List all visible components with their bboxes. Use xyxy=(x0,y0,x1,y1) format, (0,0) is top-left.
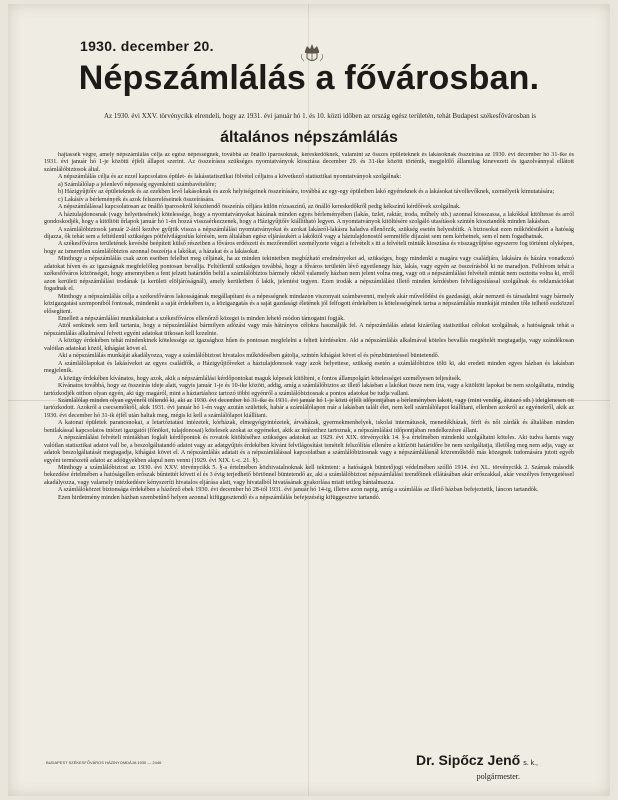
body-paragraph: A háztulajdonosnak (vagy helyettesének) kötelessége, hogy a nyomtatványokat házának minden egyes bérleményében (lakás, üzlet, raktár, iroda, műhely stb.) azonnal kiosszassa, a lakókkal kitöltesse és arról gondoskodjék, hogy a kitöltött űrlapok január hó 1-én hozzá visszaérkezzenek, hogy a Házigyűjtőív kiállítható legyen. A nyomtatványok kitöltésére szolgáló utasítások szintén kiosztandók minden lakásban. xyxy=(44,211,574,226)
poster-date: 1930. december 20. xyxy=(80,38,214,54)
body-paragraph: A számlálóbiztosok január 2-ától kezdve gyűjtik vissza a népszámlálási nyomtatványokat és azokat lakásról-lakásra haladva ellenőrzik, szükség esetén helyesbítik. A biztosokat ezen működésükért a hatóság díjazza, ők tehát sem a feltétlenül szükséges pótfelvilágosítás kérésén, sem általában egész eljárásukért a lakóktól vagy a háztulajdonostól semmiféle díjazást sem nem kérhetnek, sem el nem fogadhatnak. xyxy=(44,226,574,240)
body-paragraph: Ezen hirdetmény minden házban szembetűnő helyen azonnal kifüggesztendő és a népszámlálás befejezéséig kifüggesztve tartandó. xyxy=(58,494,381,501)
body-paragraph: A számlálókörzet biztonsága érdekében a házőrző ebek 1930. évi december hó 28-tól 1931. évi január hó 14-ig, illetve azon napig, amíg a számlálás az illető házban befejeztetik, láncon tartandók. xyxy=(58,487,539,494)
poster-sheet xyxy=(8,4,610,796)
list-item: b) Házigyűjtőív az épületeknek és az ezekben levő lakásoknak és azok helyiségeinek összeírására, továbbá az egy-egy épületben lakó egyéneknek és a lakásokat távollevőknek, személyeik kimutatására; xyxy=(58,189,555,196)
body-paragraph: Emellett a népszámlálási munkálatokat a székesfőváros ellenőrző közegei is minden lehető módon támogatni fogják. xyxy=(58,315,345,322)
signature-role: polgármester. xyxy=(476,772,520,781)
body-paragraph: Aki a népszámlálás munkáját akadályozza, vagy a számlálóbiztost hivatalos működésében gátolja, szintén kihágást követ el és pénzbüntetéssel büntetendő. xyxy=(58,353,440,360)
body-paragraph: A népszámlálási felvételi mintákban foglalt kérdőpontok és rovatok kitöltéséhez szükséges adatokat az 1929. évi XIX. törvénycikk 14. §-a értelmében mindenki szolgáltatni köteles. Aki tudva hamis vagy valótlan statisztikai adatot vall be, a beszolgáltatandó adatot vagy az adatgyűjtés érdekében kívánt felvilágosítást ismételt felszólítás ellenére a kitűzött határidőre be nem szolgáltatja, illetőleg meg nem adja, vagy az adatok beszolgáltatását megtagadja, kihágást követ el. A népszámlálás adatait és a népszámlálással kapcsolatban a számlálóbiztosnak vagy a népszámlálásnál közreműködő más közegnek tudomására jutott egyéb egyéni természetű adatot az adóügyekben alapul nem venni (1929. évi XIX. t.-c. 21. §). xyxy=(44,435,574,464)
body-paragraph: A közügy érdekében kívánatos, hogy azok, akik a népszámlálási kérdőpontokat maguk képesek kitölteni, e fontos állampolgári kötelességet személyesen teljesítsék. xyxy=(58,375,462,382)
signature-name: Dr. Sipőcz Jenő xyxy=(415,752,521,768)
body-paragraph: A közügy érdekében tehát mindenkinek kötelessége az igazsághoz hűen és pontosan megfelelni a feltett kérdésekre. Aki a népszámlálás alkalmával köteles bevallás megtételét megtagadja, vagy szándékosan valótlan adatokat közöl, kihágást követ el. xyxy=(44,338,574,352)
body-paragraph: Kívánatos továbbá, hogy az összeírás ideje alatt, vagyis január 1-je és 10-ike között, addig, amíg a számlálóbiztos az illető lakásban a lakókat össze nem írta, vagy a kitöltött lapokat be nem szolgáltatta, mindig tartózkodjék otthon olyan egyén, aki úgy magáról, mint a háztartáshoz tartozó többi egyénről a számlálóbiztosnak a pontos adatokat be tudja vallani. xyxy=(44,383,574,397)
body-paragraph: A katonai épületek parancsnokai, a letartóztatási intézetek, kórházak, elmegyógyintézetek, árvaházak, gyermekmenhelyek, iskolai internátusok, menedékházak, férfi és női zárdák és általában minden bentlakással kapcsolatos intézet igazgatói (főnökei, tulajdonosai) kötelesek azokat az egyéneket, akik az intézethez tartoznak, a népszámlálási időpontjában rendelkezésre állani. xyxy=(44,420,574,434)
body-paragraph: Attól senkinek sem kell tartania, hogy a népszámlálást bármilyen adózási vagy más hátrányos célokra használják fel. A népszámlálás adatai kizárólag statisztikai célokat szolgálnak, a hatóságnak tehát a népszámlálás alkalmával felvett egyéni adatokat titkosan kell kezelnie. xyxy=(44,323,574,337)
body-paragraph: Számlálólap minden olyan egyénről töltendő ki, aki az 1930. évi december hó 31-ike és 1931. évi január hó 1-je közti éjféli időpontjában a bérleményben lakott, vagy (mint vendég, átutazó stb.) ideiglenesen ott tartózkodott. Azokról a csecsemőkről, akik 1931. évi január hó 1-én vagy azután születtek, habár a számlálólapon már a lakásban talált élet, nem kell számlálólapot kiállítani, ellenben azokról az egyénekről, akik az 1930. évi december hó 31-ik éjfél után haltak meg, mégis ki kell a számlálólapot kiállítani. xyxy=(44,397,574,419)
body-paragraph: A számlálólapokat és lakásíveket az egyes családfők, a Házigyűjtőíveket a háztulajdonosok vagy azok helyettese, szükség esetén a számlálóbiztos tölti ki, aki eredeti minden egyes házban és lakásban megjelenik. xyxy=(44,360,574,375)
intro-text: Az 1930. évi XXV. törvénycikk elrendeli, hogy az 1931. évi január hó 1. és 10. közti időben az ország egész területén, tehát Budapest székesfővárosban is xyxy=(104,112,536,120)
body-paragraph: A népszámlálással kapcsolatosan az önálló iparosokról készítendő összeírás céljára külön rózsaszínű, az önálló kereskedőkről pedig kékszínű kérdőívek szolgálnak. xyxy=(58,204,461,211)
body-paragraph: A székesfőváros területének kevésbé beépített külső részeiben a főváros erdészeti és mezőrendőri személyzete végzi a felvételt s itt a felvételi minták kiosztása és visszagyűjtése egyszerre fog történni olyképen, hogy az ismeretlen számlálóbiztos azonnal összeírja a lakókat, a házakat és a lakásokat. xyxy=(44,241,574,255)
signature-suffix: s. k., xyxy=(523,760,538,767)
body-paragraph: Minthogy a népszámlálás csak azon esetben felelhet meg céljának, ha az minden tekintetben megbízható eredményeket ad, szükséges, hogy mindenki a magára vagy családjára, lakására és házára vonatkozó adatokat híven és az igazságnak megfelelőleg pontosan bevallja. Feltétlenül szükséges továbbá, hogy a főváros területén lévő egyetlenegy ház, lakás, vagy egyén az összeírásból ki ne maradjon. Felhívom tehát a székesfőváros közönségét, hogy amennyiben a fent jelzett határidőn belül a számlálóbiztos bármely okból valamely házban nem jelent volna meg, vagy ott a népszámlálási felvételi mintát nem osztotta volna ki, erről azon kerületi népszámlálási irodának (a kerületi elöljáróságnál), amely kerületben ő lakik, jelentést tegyen. Ezen irodák a népszámlálást illető minden kérdésben felvilágosítással szolgálnak és reklamációkat fogadnak el. xyxy=(44,256,574,293)
announcement-body xyxy=(44,152,574,770)
poster-title: Népszámlálás a fővárosban. xyxy=(78,59,540,97)
list-item: c) Lakásív a bérleményék és azok felszereléseinek összeírására. xyxy=(58,196,215,203)
list-item: a) Számlálólap a jelenlevő népesség egyenkénti számbavételére; xyxy=(58,181,217,188)
body-paragraph: hajtassék végre, amely népszámlálás célja az egész népességnek, továbbá az önálló iparosoknak, kereskedőknek, valamint az összes épületeknek és lakásoknak összeírása az 1930. évi december hó 31-ike és 1931. évi január hó 1-je közötti éjfeli állapot szerint. Az összeírásra szükséges nyomtatványok kiosztása december 29. és 31-ike között történik, megjelölő államilag kinevezett és igazolvánnyal ellátott számlálóbiztosok által. xyxy=(44,152,574,173)
printer-imprint: BUDAPEST SZÉKESFŐVÁROS HÁZINYOMDÁJA 1930 — 2446 xyxy=(46,760,162,765)
signature xyxy=(416,752,538,768)
poster-subtitle: általános népszámlálás xyxy=(220,129,398,146)
body-paragraph: A népszámlálás célja és az ezzel kapcsolatos épület- és lakásstatisztikai fölvétel céljaira a következő statisztikai nyomtatványok szolgálnak: xyxy=(58,174,402,181)
body-paragraph: Minthogy a számlálóbiztost az 1930. évi XXV. törvénycikk 5. §-a értelmében közhivatalnoknak kell tekinteni: a hatóságok büntetőjogi védelmében szólló 1914. évi XL. törvénycikk 2. Számak második bekezdése értelmében a hatóságellen erőszak bűntettét követi el és 3 évig terjedhető börtönnel büntetendő az, aki a számlálóbiztost népszámlálási teendőinek ellátásában akár erőszakkal, akár veszélyes fenyegetéssel akadályozza, vagy valamely intézkedésre kényszeríti hivatalos eljárása alatt, vagy hivatalból hivatásának gyakorlása miatt tettleg bántalmazza. xyxy=(44,465,574,486)
body-paragraph: Minthogy a népszámlálás célja a székesfőváros lakosságának megállapítani és a népességnek mindazon viszonyait számbavenni, melyek akár művelődési és gazdasági, akár nemzeti és társadalmi vagy bármely közigazgatási szempontból fontosak, mindenki a saját érdekében is, a közigazgatás és a saját gazdasági életének jól felfogott érdekében is kötelességének tartsa a népszámlálás munkáját minden tőle telhető eszközzel elősegíteni. xyxy=(44,293,574,315)
